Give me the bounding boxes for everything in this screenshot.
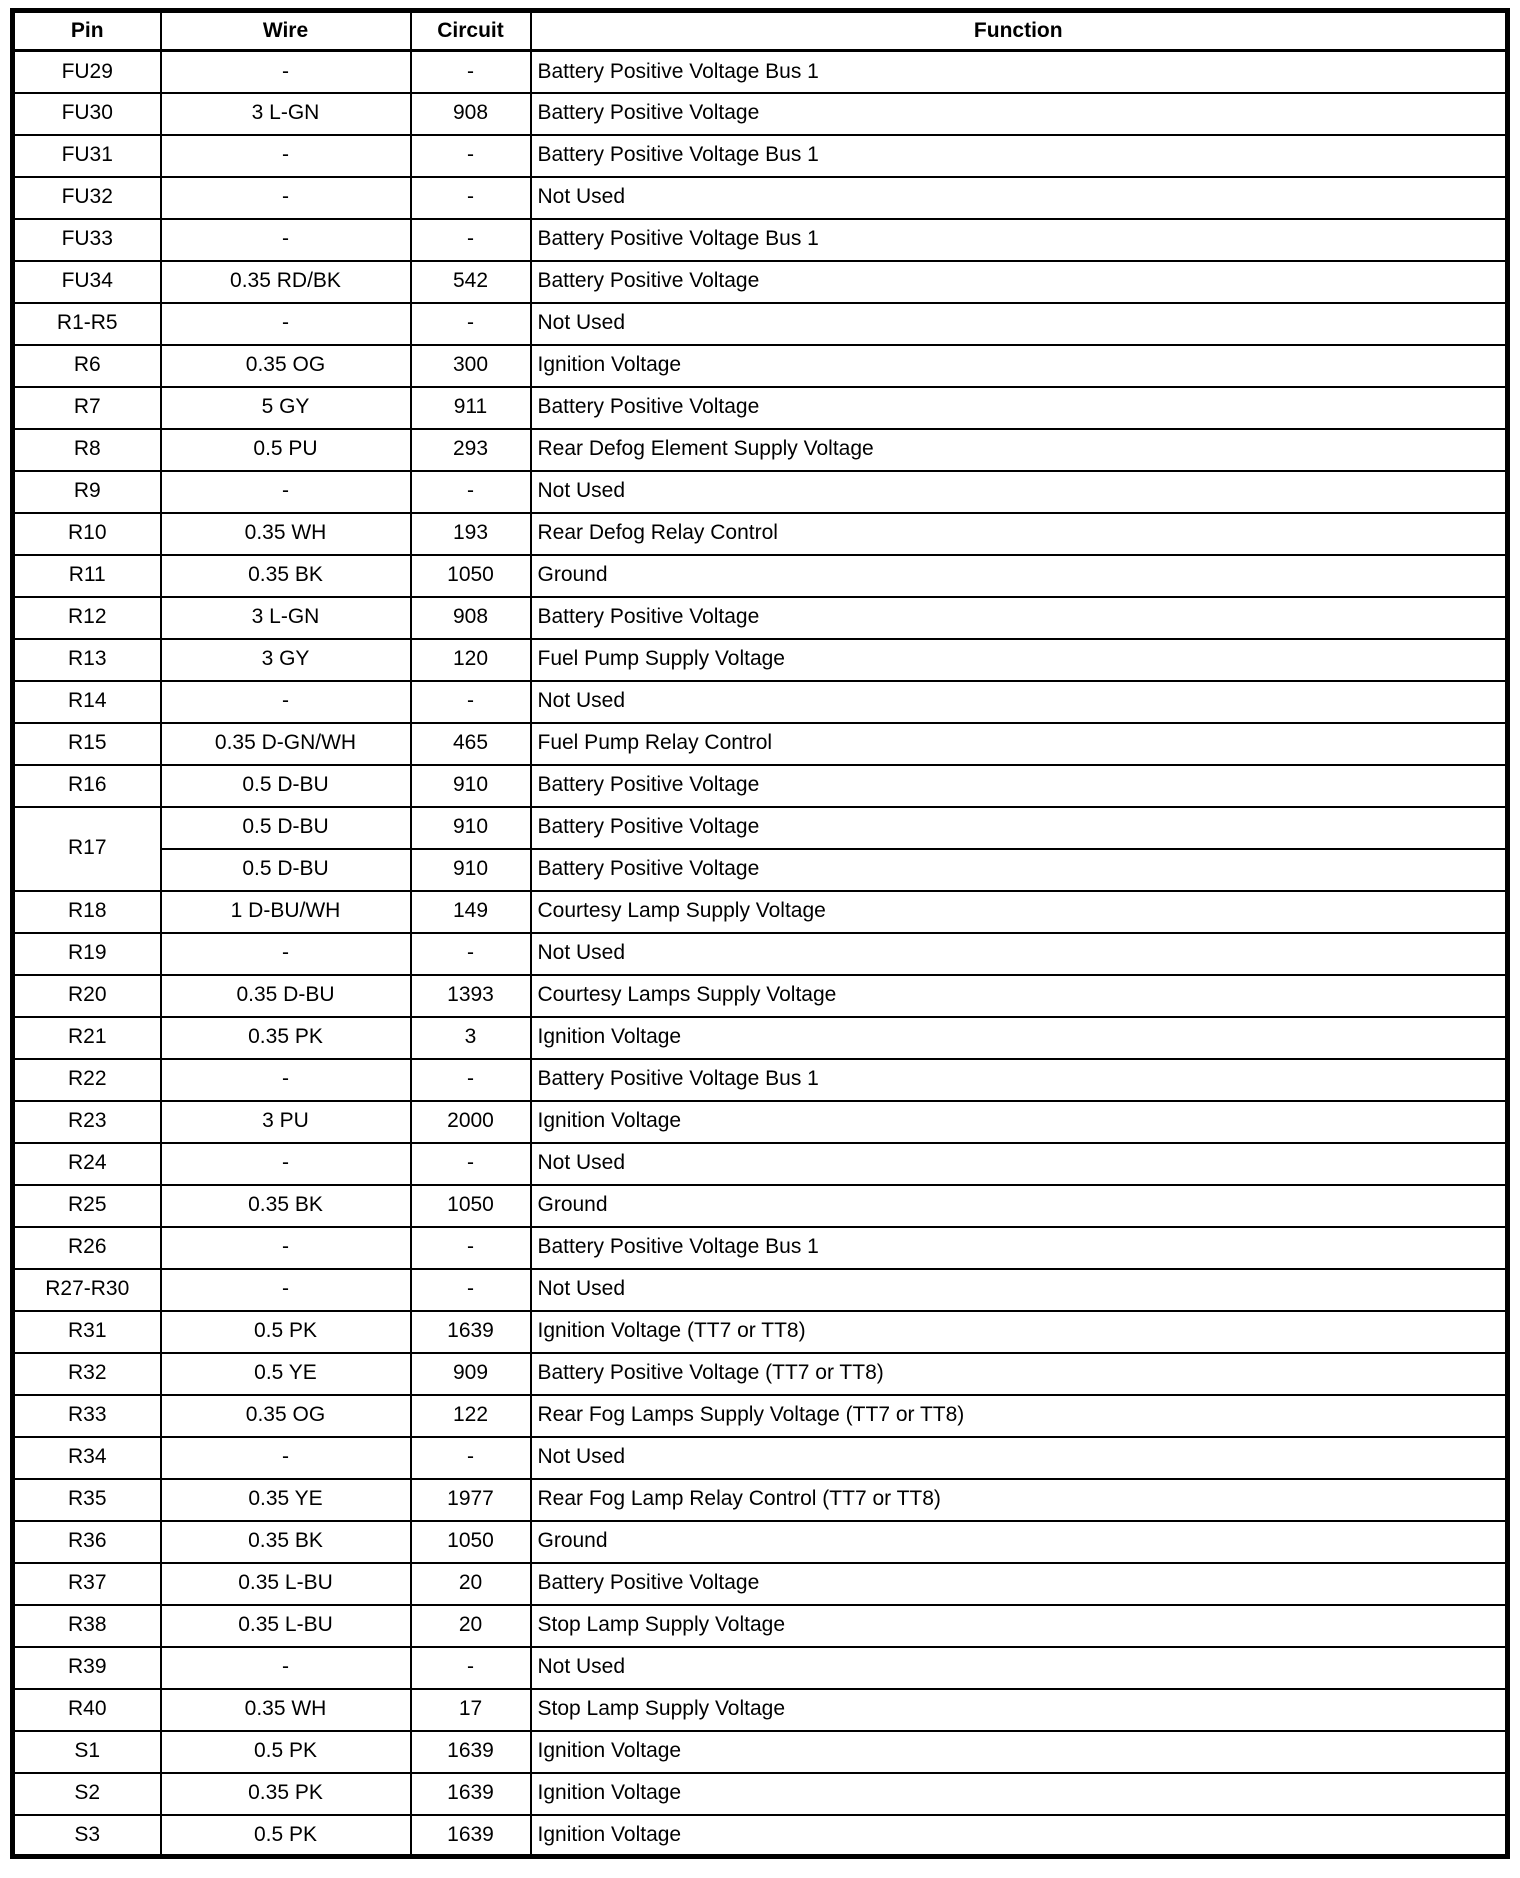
circuit-cell: 911 [411, 387, 531, 429]
wire-cell: 0.35 D-BU [161, 975, 411, 1017]
wire-cell: 3 GY [161, 639, 411, 681]
function-cell: Ignition Voltage [531, 345, 1508, 387]
pin-cell: R27-R30 [13, 1269, 161, 1311]
table-row [13, 1269, 1508, 1311]
table-row [13, 1017, 1508, 1059]
function-cell: Ground [531, 1521, 1508, 1563]
pin-cell: R6 [13, 345, 161, 387]
circuit-cell: 1050 [411, 1521, 531, 1563]
circuit-cell: 1639 [411, 1815, 531, 1857]
pin-cell: R37 [13, 1563, 161, 1605]
wire-cell: - [161, 1647, 411, 1689]
circuit-cell: 1393 [411, 975, 531, 1017]
wire-cell: 0.35 L-BU [161, 1605, 411, 1647]
pin-cell: R31 [13, 1311, 161, 1353]
function-cell: Battery Positive Voltage [531, 387, 1508, 429]
table-row [13, 1311, 1508, 1353]
table-row [13, 555, 1508, 597]
function-cell: Not Used [531, 471, 1508, 513]
circuit-cell: 300 [411, 345, 531, 387]
circuit-cell: - [411, 177, 531, 219]
pin-cell: R40 [13, 1689, 161, 1731]
table-row [13, 1773, 1508, 1815]
wire-cell: 3 L-GN [161, 93, 411, 135]
wire-cell: - [161, 177, 411, 219]
circuit-cell: 542 [411, 261, 531, 303]
function-cell: Rear Defog Relay Control [531, 513, 1508, 555]
function-cell: Battery Positive Voltage Bus 1 [531, 135, 1508, 177]
function-cell: Ground [531, 1185, 1508, 1227]
pin-cell: R11 [13, 555, 161, 597]
function-cell: Not Used [531, 177, 1508, 219]
table-row [13, 1689, 1508, 1731]
pin-cell: R24 [13, 1143, 161, 1185]
wire-cell: 1 D-BU/WH [161, 891, 411, 933]
circuit-cell: 1639 [411, 1311, 531, 1353]
function-cell: Not Used [531, 681, 1508, 723]
circuit-cell: - [411, 1647, 531, 1689]
wire-cell: 0.35 BK [161, 1185, 411, 1227]
function-cell: Ignition Voltage [531, 1815, 1508, 1857]
wire-cell: - [161, 51, 411, 93]
circuit-cell: 1639 [411, 1773, 531, 1815]
table-row [13, 387, 1508, 429]
table-row [13, 219, 1508, 261]
table-row [13, 429, 1508, 471]
function-cell: Not Used [531, 303, 1508, 345]
pin-cell: R15 [13, 723, 161, 765]
circuit-cell: 2000 [411, 1101, 531, 1143]
function-cell: Ignition Voltage [531, 1101, 1508, 1143]
circuit-cell: 909 [411, 1353, 531, 1395]
circuit-cell: 20 [411, 1563, 531, 1605]
table-row [13, 1731, 1508, 1773]
circuit-cell: - [411, 471, 531, 513]
pin-cell: R12 [13, 597, 161, 639]
table-row [13, 1101, 1508, 1143]
wire-cell: - [161, 135, 411, 177]
circuit-cell: 17 [411, 1689, 531, 1731]
circuit-cell: - [411, 303, 531, 345]
circuit-cell: - [411, 681, 531, 723]
wire-cell: - [161, 303, 411, 345]
function-cell: Not Used [531, 1437, 1508, 1479]
wire-cell: - [161, 681, 411, 723]
pin-cell: R14 [13, 681, 161, 723]
wire-cell: 0.5 D-BU [161, 765, 411, 807]
wire-cell: 0.35 PK [161, 1773, 411, 1815]
function-cell: Courtesy Lamps Supply Voltage [531, 975, 1508, 1017]
circuit-cell: 122 [411, 1395, 531, 1437]
table-row [13, 1563, 1508, 1605]
column-header-circuit: Circuit [411, 11, 531, 51]
wire-cell: 3 PU [161, 1101, 411, 1143]
function-cell: Not Used [531, 1647, 1508, 1689]
wire-cell: - [161, 219, 411, 261]
column-header-pin: Pin [13, 11, 161, 51]
pin-cell: S2 [13, 1773, 161, 1815]
circuit-cell: 149 [411, 891, 531, 933]
pin-cell: R22 [13, 1059, 161, 1101]
pin-cell: R1-R5 [13, 303, 161, 345]
circuit-cell: 120 [411, 639, 531, 681]
function-cell: Stop Lamp Supply Voltage [531, 1689, 1508, 1731]
circuit-cell: 1050 [411, 1185, 531, 1227]
function-cell: Battery Positive Voltage [531, 849, 1508, 891]
pin-cell: R33 [13, 1395, 161, 1437]
pin-cell: FU30 [13, 93, 161, 135]
circuit-cell: - [411, 135, 531, 177]
circuit-cell: - [411, 1269, 531, 1311]
function-cell: Battery Positive Voltage [531, 1563, 1508, 1605]
table-row [13, 51, 1508, 93]
function-cell: Fuel Pump Supply Voltage [531, 639, 1508, 681]
wire-cell: - [161, 1143, 411, 1185]
wire-cell: - [161, 933, 411, 975]
wire-cell: 0.35 YE [161, 1479, 411, 1521]
pin-cell: R9 [13, 471, 161, 513]
pin-cell: R34 [13, 1437, 161, 1479]
circuit-cell: 465 [411, 723, 531, 765]
function-cell: Ignition Voltage [531, 1731, 1508, 1773]
table-row [13, 1437, 1508, 1479]
function-cell: Courtesy Lamp Supply Voltage [531, 891, 1508, 933]
circuit-cell: - [411, 51, 531, 93]
pin-cell: FU33 [13, 219, 161, 261]
function-cell: Rear Defog Element Supply Voltage [531, 429, 1508, 471]
circuit-cell: 908 [411, 93, 531, 135]
function-cell: Not Used [531, 933, 1508, 975]
function-cell: Stop Lamp Supply Voltage [531, 1605, 1508, 1647]
table-row [13, 471, 1508, 513]
table-header-row [13, 11, 1508, 51]
function-cell: Ignition Voltage [531, 1017, 1508, 1059]
wire-cell: 0.5 PK [161, 1731, 411, 1773]
circuit-cell: 1639 [411, 1731, 531, 1773]
pin-cell: R39 [13, 1647, 161, 1689]
circuit-cell: 1050 [411, 555, 531, 597]
circuit-cell: 293 [411, 429, 531, 471]
table-row [13, 135, 1508, 177]
table-row [13, 1353, 1508, 1395]
circuit-cell: 193 [411, 513, 531, 555]
column-header-wire: Wire [161, 11, 411, 51]
function-cell: Ignition Voltage (TT7 or TT8) [531, 1311, 1508, 1353]
table-row [13, 303, 1508, 345]
table-row [13, 723, 1508, 765]
table-row [13, 1479, 1508, 1521]
circuit-cell: 20 [411, 1605, 531, 1647]
wire-cell: 0.5 PK [161, 1311, 411, 1353]
wire-cell: 0.35 BK [161, 555, 411, 597]
function-cell: Rear Fog Lamp Relay Control (TT7 or TT8) [531, 1479, 1508, 1521]
wire-cell: 0.35 WH [161, 1689, 411, 1731]
pin-cell: S1 [13, 1731, 161, 1773]
table-row [13, 1395, 1508, 1437]
wire-cell: - [161, 1437, 411, 1479]
pin-cell: R35 [13, 1479, 161, 1521]
pin-cell: FU29 [13, 51, 161, 93]
pin-cell: R10 [13, 513, 161, 555]
table-row [13, 1815, 1508, 1857]
pin-cell: R23 [13, 1101, 161, 1143]
wire-cell: 0.5 D-BU [161, 807, 411, 849]
pin-cell: R19 [13, 933, 161, 975]
table-row [13, 93, 1508, 135]
table-row [13, 1647, 1508, 1689]
pin-table-body [13, 51, 1508, 1857]
wire-cell: 0.35 OG [161, 345, 411, 387]
pin-cell: R25 [13, 1185, 161, 1227]
pin-cell: R17 [13, 807, 161, 891]
pin-cell: R36 [13, 1521, 161, 1563]
pin-cell: R21 [13, 1017, 161, 1059]
wire-cell: 0.35 OG [161, 1395, 411, 1437]
pin-cell: R38 [13, 1605, 161, 1647]
table-row [13, 1059, 1508, 1101]
circuit-cell: 3 [411, 1017, 531, 1059]
pin-cell: FU32 [13, 177, 161, 219]
function-cell: Battery Positive Voltage (TT7 or TT8) [531, 1353, 1508, 1395]
table-row [13, 933, 1508, 975]
pin-cell: R16 [13, 765, 161, 807]
function-cell: Battery Positive Voltage Bus 1 [531, 51, 1508, 93]
circuit-cell: - [411, 219, 531, 261]
table-row [13, 1521, 1508, 1563]
wire-cell: - [161, 471, 411, 513]
wire-cell: 0.35 BK [161, 1521, 411, 1563]
pin-cell: S3 [13, 1815, 161, 1857]
table-row [13, 765, 1508, 807]
wire-cell: 0.35 L-BU [161, 1563, 411, 1605]
pin-cell: R26 [13, 1227, 161, 1269]
function-cell: Ground [531, 555, 1508, 597]
circuit-cell: 910 [411, 765, 531, 807]
circuit-cell: 910 [411, 807, 531, 849]
table-row [13, 1605, 1508, 1647]
function-cell: Battery Positive Voltage Bus 1 [531, 1059, 1508, 1101]
table-row [13, 513, 1508, 555]
wire-cell: 3 L-GN [161, 597, 411, 639]
pin-cell: R20 [13, 975, 161, 1017]
function-cell: Ignition Voltage [531, 1773, 1508, 1815]
pin-cell: R18 [13, 891, 161, 933]
function-cell: Battery Positive Voltage [531, 261, 1508, 303]
circuit-cell: 908 [411, 597, 531, 639]
circuit-cell: - [411, 933, 531, 975]
function-cell: Fuel Pump Relay Control [531, 723, 1508, 765]
circuit-cell: - [411, 1059, 531, 1101]
wire-cell: 0.35 WH [161, 513, 411, 555]
wire-cell: - [161, 1059, 411, 1101]
function-cell: Battery Positive Voltage Bus 1 [531, 1227, 1508, 1269]
wire-cell: 5 GY [161, 387, 411, 429]
pin-function-table [10, 8, 1510, 1859]
table-row [13, 891, 1508, 933]
circuit-cell: - [411, 1227, 531, 1269]
wire-cell: 0.5 PK [161, 1815, 411, 1857]
pin-cell: R7 [13, 387, 161, 429]
pin-cell: FU34 [13, 261, 161, 303]
table-row [13, 261, 1508, 303]
wire-cell: 0.5 YE [161, 1353, 411, 1395]
function-cell: Battery Positive Voltage [531, 597, 1508, 639]
function-cell: Battery Positive Voltage [531, 807, 1508, 849]
wire-cell: 0.35 RD/BK [161, 261, 411, 303]
table-row [13, 975, 1508, 1017]
wire-cell: - [161, 1269, 411, 1311]
wire-cell: 0.35 PK [161, 1017, 411, 1059]
function-cell: Battery Positive Voltage Bus 1 [531, 219, 1508, 261]
pin-cell: FU31 [13, 135, 161, 177]
function-cell: Not Used [531, 1143, 1508, 1185]
circuit-cell: 1977 [411, 1479, 531, 1521]
table-row [13, 1227, 1508, 1269]
table-row [13, 597, 1508, 639]
table-row [13, 639, 1508, 681]
column-header-function: Function [531, 11, 1508, 51]
table-row [13, 1185, 1508, 1227]
circuit-cell: - [411, 1437, 531, 1479]
function-cell: Not Used [531, 1269, 1508, 1311]
wire-cell: 0.5 PU [161, 429, 411, 471]
table-row [13, 1143, 1508, 1185]
pin-cell: R8 [13, 429, 161, 471]
table-row [13, 177, 1508, 219]
pin-cell: R32 [13, 1353, 161, 1395]
circuit-cell: 910 [411, 849, 531, 891]
wire-cell: 0.35 D-GN/WH [161, 723, 411, 765]
wire-cell: 0.5 D-BU [161, 849, 411, 891]
table-row [13, 849, 1508, 891]
table-row [13, 681, 1508, 723]
function-cell: Battery Positive Voltage [531, 765, 1508, 807]
pin-cell: R13 [13, 639, 161, 681]
wire-cell: - [161, 1227, 411, 1269]
table-row [13, 807, 1508, 849]
circuit-cell: - [411, 1143, 531, 1185]
function-cell: Battery Positive Voltage [531, 93, 1508, 135]
function-cell: Rear Fog Lamps Supply Voltage (TT7 or TT8) [531, 1395, 1508, 1437]
table-row [13, 345, 1508, 387]
